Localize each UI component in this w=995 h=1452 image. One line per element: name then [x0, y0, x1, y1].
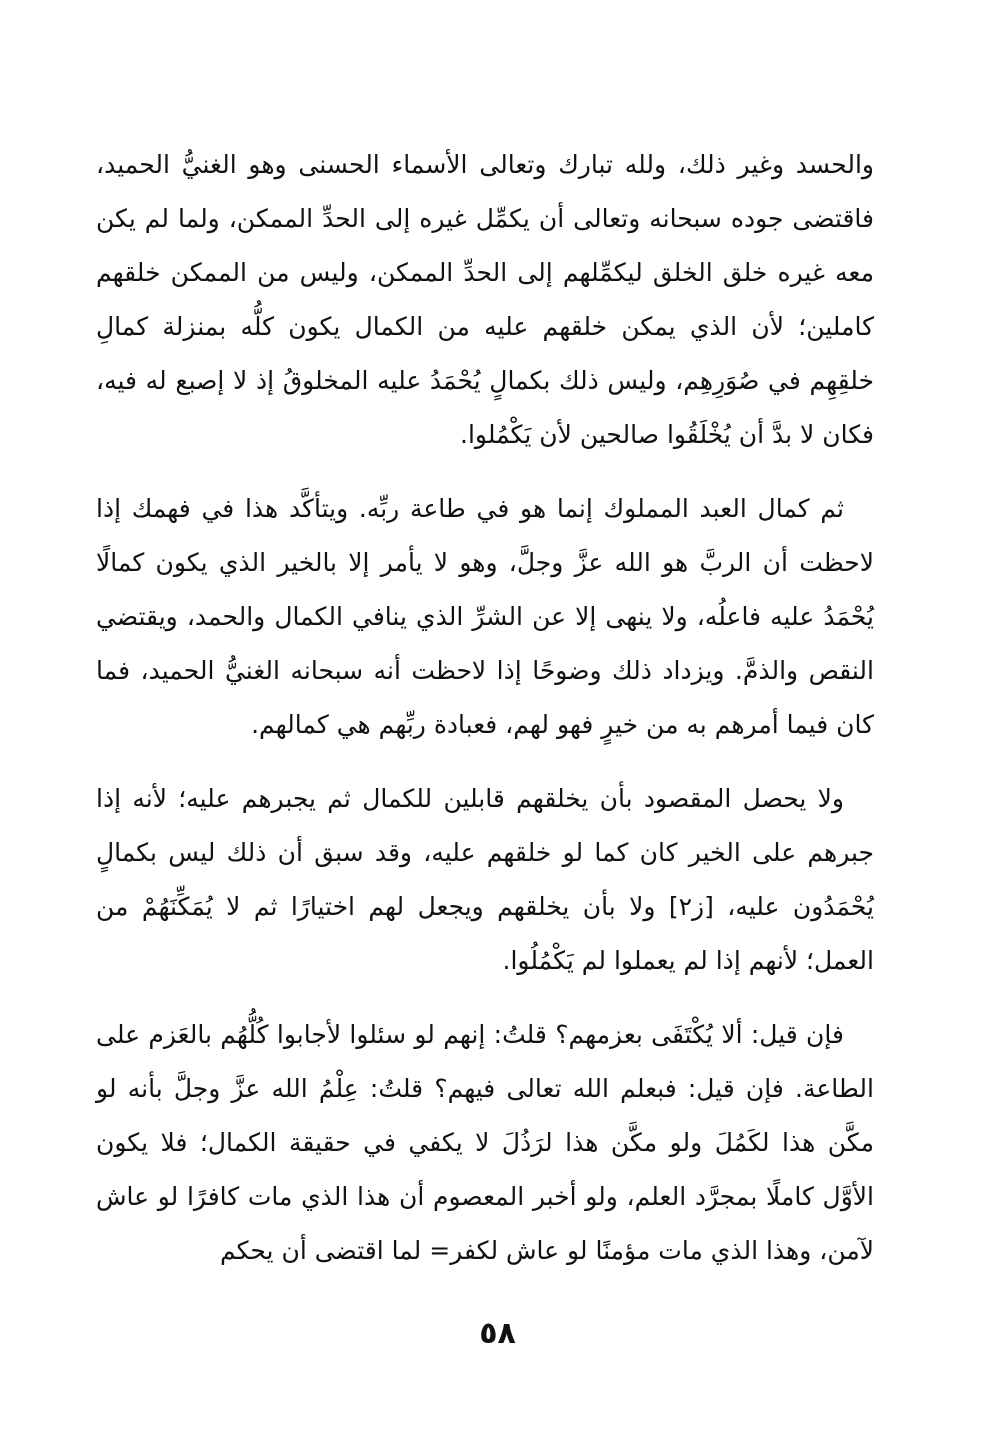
page-number: ٥٨: [479, 1316, 516, 1351]
paragraph-1: والحسد وغير ذلك، ولله تبارك وتعالى الأسماء الحسنى وهو الغنيُّ الحميد، فاقتضى جوده سبحانه وتعالى أن يكمِّل غيره إلى الحدِّ الممكن، ولما لم يكن معه غيره خلق الخلق ليكمِّلهم إلى الحدِّ الممكن، وليس من الممكن خلقهم كاملين؛ لأن الذي يمكن خلقهم عليه من الكمال يكون كلُّه بمنزلة كمالِ خلقِهِم في صُوَرِهِم، وليس ذلك بكمالٍ يُحْمَدُ عليه المخلوقُ إذ لا إصبع له فيه، فكان لا بدَّ أن يُخْلَقُوا صالحين لأن يَكْمُلوا.: [96, 150, 874, 449]
paragraph-4: فإن قيل: ألا يُكْتَفَى بعزمهم؟ قلتُ: إنهم لو سئلوا لأجابوا كُلُّهُم بالعَزم على الطاعة. فإن قيل: فبعلم الله تعالى فيهم؟ قلتُ: عِلْمُ الله عزَّ وجلَّ بأنه لو مكَّن هذا لكَمُلَ ولو مكَّن هذا لرَذُلَ لا يكفي في حقيقة الكمال؛ فلا يكون الأوَّل كاملًا بمجرَّد العلم، ولو أخبر المعصوم أن هذا الذي مات كافرًا لو عاش لآمن، وهذا الذي مات مؤمنًا لو عاش لكفر= لما اقتضى أن يحكم: [96, 1020, 874, 1265]
paragraph-2: ثم كمال العبد المملوك إنما هو في طاعة ربِّه. ويتأكَّد هذا في فهمك إذا لاحظت أن الربَّ هو الله عزَّ وجلَّ، وهو لا يأمر إلا بالخير الذي يكون كمالًا يُحْمَدُ عليه فاعلُه، ولا ينهى إلا عن الشرِّ الذي ينافي الكمال والحمد، ويقتضي النقص والذمَّ. ويزداد ذلك وضوحًا إذا لاحظت أنه سبحانه الغنيُّ الحميد، فما كان فيما أمرهم به من خيرٍ فهو لهم، فعبادة ربِّهم هي كمالهم.: [96, 494, 874, 739]
paragraph-3: ولا يحصل المقصود بأن يخلقهم قابلين للكمال ثم يجبرهم عليه؛ لأنه إذا جبرهم على الخير كان كما لو خلقهم عليه، وقد سبق أن ذلك ليس بكمالٍ يُحْمَدُون عليه، [ز٢] ولا بأن يخلقهم ويجعل لهم اختيارًا ثم لا يُمَكِّنَهُمْ من العمل؛ لأنهم إذا لم يعملوا لم يَكْمُلُوا.: [96, 784, 874, 975]
body-text: [96, 138, 874, 1278]
